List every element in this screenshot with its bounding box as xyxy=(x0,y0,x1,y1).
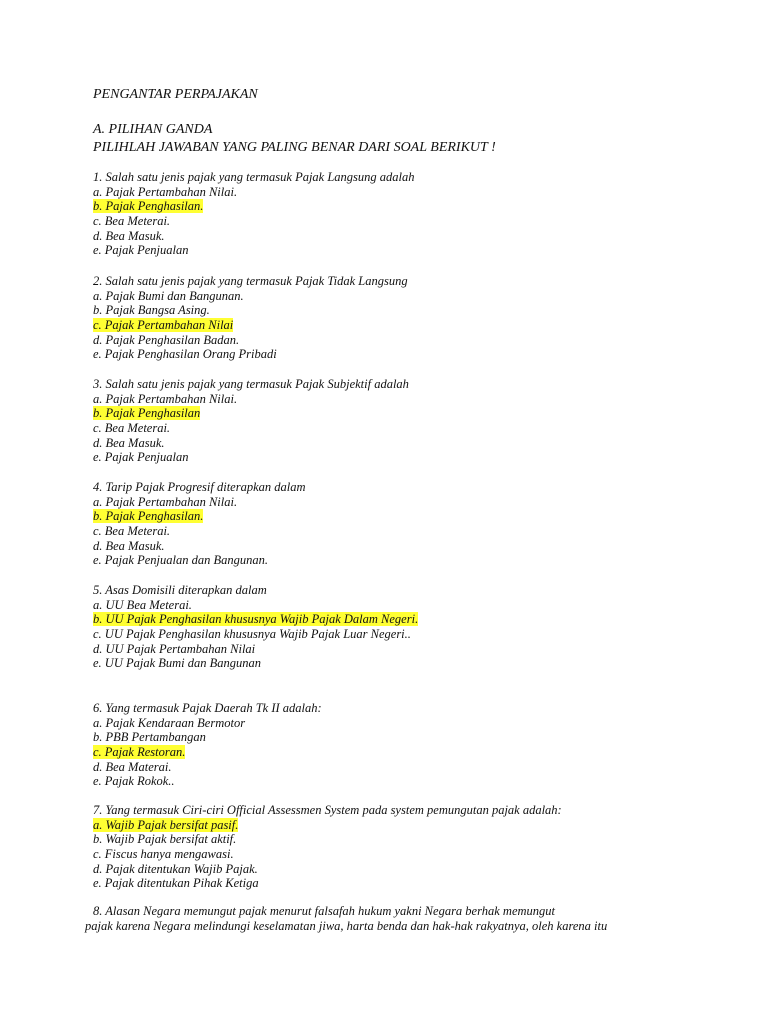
question-text: 6. Yang termasuk Pajak Daerah Tk II adalah: xyxy=(93,701,322,715)
instruction-text: PILIHLAH JAWABAN YANG PALING BENAR DARI SOAL BERIKUT ! xyxy=(93,140,496,155)
document-title: PENGANTAR PERPAJAKAN xyxy=(93,87,258,102)
question-text: 7. Yang termasuk Ciri-ciri Official Assessmen System pada system pemungutan pajak adalah: xyxy=(93,803,562,817)
option-d: d. Bea Masuk. xyxy=(93,435,165,450)
option-b: b. Pajak Bangsa Asing. xyxy=(93,303,210,318)
option-c: c. Bea Meterai. xyxy=(93,524,171,539)
option-b-highlighted: b. UU Pajak Penghasilan khususnya Wajib Pajak Dalam Negeri. xyxy=(93,612,419,627)
option-d: d. Pajak Penghasilan Badan. xyxy=(93,332,240,347)
question-block-1 xyxy=(93,170,415,258)
option-e: e. Pajak Penjualan xyxy=(93,450,189,465)
section-header xyxy=(93,121,496,157)
question-block-3 xyxy=(93,377,409,465)
option-a: a. Pajak Kendaraan Bermotor xyxy=(93,715,246,730)
question-block-5 xyxy=(93,583,418,671)
question-block-7 xyxy=(93,803,562,891)
option-d: d. Bea Masuk. xyxy=(93,228,165,243)
question-block-6 xyxy=(93,701,322,789)
option-e: e. Pajak Penjualan xyxy=(93,243,189,258)
option-b-highlighted: b. Pajak Penghasilan. xyxy=(93,199,204,214)
option-a: a. UU Bea Meterai. xyxy=(93,597,192,612)
option-d: d. UU Pajak Pertambahan Nilai xyxy=(93,641,256,656)
option-c: c. Bea Meterai. xyxy=(93,214,171,229)
option-b: b. Wajib Pajak bersifat aktif. xyxy=(93,832,237,847)
option-c-highlighted: c. Pajak Pertambahan Nilai xyxy=(93,318,234,333)
question-block-8 xyxy=(85,904,608,934)
question-block-4 xyxy=(93,480,306,568)
option-a: a. Pajak Pertambahan Nilai. xyxy=(93,391,238,406)
option-e: e. Pajak ditentukan Pihak Ketiga xyxy=(93,876,259,891)
question-text: 4. Tarip Pajak Progresif diterapkan dalam xyxy=(93,480,306,494)
option-c-highlighted: c. Pajak Restoran. xyxy=(93,745,186,760)
section-label: A. PILIHAN GANDA xyxy=(93,122,213,137)
option-e: e. Pajak Rokok.. xyxy=(93,774,175,789)
option-d: d. Pajak ditentukan Wajib Pajak. xyxy=(93,861,258,876)
option-e: e. UU Pajak Bumi dan Bangunan xyxy=(93,656,262,671)
option-e: e. Pajak Penghasilan Orang Pribadi xyxy=(93,347,277,362)
question-text: 8. Alasan Negara memungut pajak menurut falsafah hukum yakni Negara berhak memungut xyxy=(93,904,555,918)
option-c: c. Fiscus hanya mengawasi. xyxy=(93,847,234,862)
option-a: a. Pajak Pertambahan Nilai. xyxy=(93,494,238,509)
question-text: 2. Salah satu jenis pajak yang termasuk Pajak Tidak Langsung xyxy=(93,274,408,288)
option-b-highlighted: b. Pajak Penghasilan xyxy=(93,406,201,421)
question-block-2 xyxy=(93,274,408,362)
question-text: 1. Salah satu jenis pajak yang termasuk Pajak Langsung adalah xyxy=(93,170,415,184)
option-a: a. Pajak Pertambahan Nilai. xyxy=(93,184,238,199)
option-c: c. UU Pajak Penghasilan khususnya Wajib Pajak Luar Negeri.. xyxy=(93,627,411,642)
option-b: b. PBB Pertambangan xyxy=(93,730,206,745)
option-d: d. Bea Materai. xyxy=(93,759,172,774)
question-text: 5. Asas Domisili diterapkan dalam xyxy=(93,583,267,597)
question-text: 3. Salah satu jenis pajak yang termasuk Pajak Subjektif adalah xyxy=(93,377,409,391)
option-e: e. Pajak Penjualan dan Bangunan. xyxy=(93,553,268,568)
option-c: c. Bea Meterai. xyxy=(93,421,171,436)
option-a-highlighted: a. Wajib Pajak bersifat pasif. xyxy=(93,817,239,832)
question-text-continued: pajak karena Negara melindungi keselamatan jiwa, harta benda dan hak-hak rakyatnya, oleh karena itu xyxy=(85,919,608,933)
option-d: d. Bea Masuk. xyxy=(93,538,165,553)
option-a: a. Pajak Bumi dan Bangunan. xyxy=(93,288,244,303)
option-b-highlighted: b. Pajak Penghasilan. xyxy=(93,509,204,524)
